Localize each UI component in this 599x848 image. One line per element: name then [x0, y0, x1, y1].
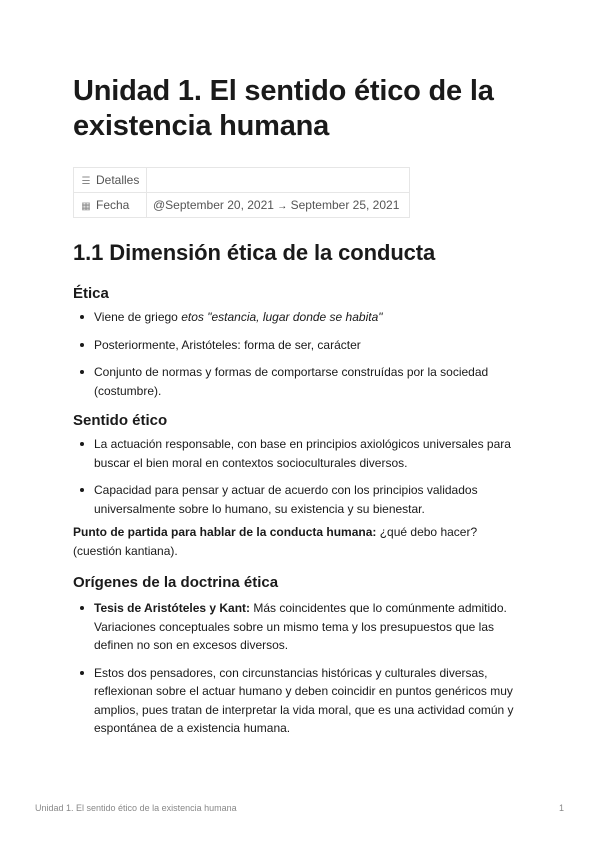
- property-value-detalles: [147, 168, 410, 193]
- property-key: [74, 193, 147, 218]
- list-item-text: Más coincidentes que lo comúnmente admitido. Variaciones conceptuales sobre un mismo tema y los presupuestos que las definen no son en excesos diversos.: [94, 601, 507, 652]
- paragraph-bold: Punto de partida para hablar de la conducta humana:: [73, 525, 377, 539]
- list-item: [73, 599, 523, 655]
- date-start: @September 20, 2021: [153, 198, 274, 212]
- heading-sentido-etico: Sentido ético: [73, 412, 168, 429]
- list-item: Conjunto de normas y formas de comportarse construídas por la sociedad (costumbre).: [73, 363, 523, 400]
- list-item: La actuación responsable, con base en principios axiológicos universales para buscar el bien moral en contextos socioculturales diversos.: [73, 435, 523, 472]
- calendar-icon: ▦: [81, 201, 91, 212]
- list-origenes: [73, 599, 523, 747]
- page-footer: [35, 803, 564, 813]
- list-item: Estos dos pensadores, con circunstancias históricas y culturales diversas, reflexionan sobre el actuar humano y deben coincidir en puntos genéricos muy amplios, pues tratan de interpretar la vida moral, que es una actividad común y espontánea de a existencia humana.: [73, 664, 523, 738]
- list-icon: ☰: [81, 176, 91, 187]
- heading-etica: Ética: [73, 285, 109, 302]
- footer-title: Unidad 1. El sentido ético de la existencia humana: [35, 803, 237, 813]
- paragraph-text: ¿qué debo hacer? (cuestión kantiana).: [73, 525, 478, 558]
- heading-origenes: Orígenes de la doctrina ética: [73, 574, 279, 591]
- list-item: Capacidad para pensar y actuar de acuerdo con los principios validados universalmente sobre lo humano, su existencia y su bienestar.: [73, 481, 523, 518]
- property-key: [74, 168, 147, 193]
- list-etica: [73, 308, 523, 409]
- page-title: Unidad 1. El sentido ético de la existencia humana: [73, 75, 494, 142]
- arrow-right-icon: →: [277, 201, 288, 212]
- property-label-detalles: Detalles: [96, 173, 140, 187]
- list-item: [73, 308, 523, 327]
- property-row-fecha: [74, 193, 410, 218]
- list-item: Posteriormente, Aristóteles: forma de ser, carácter: [73, 336, 523, 355]
- punto-de-partida-paragraph: [73, 523, 513, 560]
- list-item-text: Viene de griego: [94, 310, 182, 324]
- list-sentido-etico: [73, 435, 523, 527]
- properties-table: [73, 167, 410, 218]
- property-label-fecha: Fecha: [96, 198, 130, 212]
- property-row-detalles: [74, 168, 410, 193]
- list-item-italic: etos "estancia, lugar donde se habita": [181, 310, 383, 324]
- property-value-fecha: [147, 193, 410, 218]
- list-item-bold: Tesis de Aristóteles y Kant:: [94, 601, 251, 615]
- date-end: September 25, 2021: [290, 198, 400, 212]
- section-heading: 1.1 Dimensión ética de la conducta: [73, 240, 436, 265]
- page-number: 1: [558, 803, 564, 813]
